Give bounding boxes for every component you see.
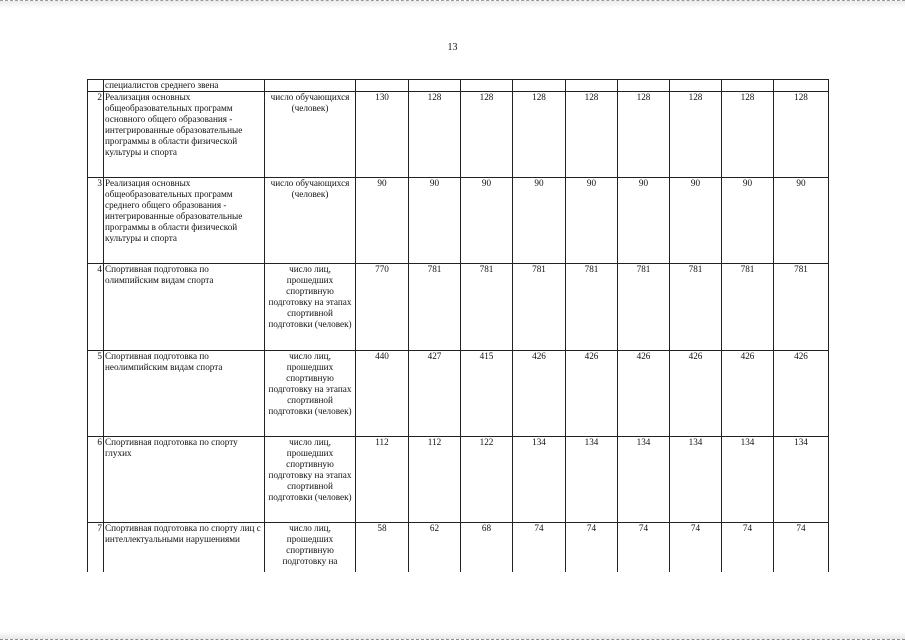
- table-row: [88, 264, 829, 351]
- row-value-cell: 74: [618, 523, 670, 572]
- row-value-cell: 770: [356, 264, 409, 351]
- row-name-cell: Спортивная подготовка по неолимпийским видам спорта: [104, 351, 265, 437]
- row-name-cell: Спортивная подготовка по спорту глухих: [104, 437, 265, 523]
- row-value-cell: 90: [618, 178, 670, 264]
- row-value-cell: 128: [670, 92, 722, 178]
- row-value-cell: 112: [409, 437, 461, 523]
- row-value-cell: 134: [513, 437, 566, 523]
- row-name-cell: специалистов среднего звена: [104, 80, 265, 92]
- table-row-continued: [88, 80, 829, 92]
- row-value-cell: 90: [356, 178, 409, 264]
- row-value-cell: 90: [513, 178, 566, 264]
- row-value-cell: 426: [618, 351, 670, 437]
- scan-edge-top: [0, 0, 905, 8]
- row-value-cell: 128: [722, 92, 774, 178]
- row-value-cell: 74: [513, 523, 566, 572]
- row-number-cell: 6: [88, 437, 104, 523]
- row-number-cell: 3: [88, 178, 104, 264]
- row-value-cell: 440: [356, 351, 409, 437]
- row-unit-cell: число обучающихся (человек): [265, 178, 356, 264]
- row-unit-cell: число обучающихся (человек): [265, 92, 356, 178]
- table-row: [88, 178, 829, 264]
- scan-edge-bottom: [0, 631, 905, 640]
- row-number-cell: 7: [88, 523, 104, 572]
- row-value-cell: 781: [513, 264, 566, 351]
- row-value-cell: 128: [566, 92, 618, 178]
- row-value-cell: 90: [409, 178, 461, 264]
- row-value-cell: 90: [461, 178, 513, 264]
- row-unit-cell: число лиц, прошедших спортивную подготовку на этапах спортивной подготовки (человек): [265, 351, 356, 437]
- row-value-cell: 426: [722, 351, 774, 437]
- empty-cell: [513, 80, 566, 92]
- row-value-cell: 68: [461, 523, 513, 572]
- row-value-cell: 781: [722, 264, 774, 351]
- row-value-cell: 62: [409, 523, 461, 572]
- row-value-cell: 74: [670, 523, 722, 572]
- row-unit-cell: число лиц, прошедших спортивную подготовку на этапах спортивной подготовки (человек): [265, 264, 356, 351]
- row-value-cell: 781: [670, 264, 722, 351]
- empty-cell: [461, 80, 513, 92]
- row-value-cell: 426: [774, 351, 829, 437]
- row-value-cell: 415: [461, 351, 513, 437]
- row-value-cell: 134: [774, 437, 829, 523]
- row-value-cell: 122: [461, 437, 513, 523]
- row-value-cell: 130: [356, 92, 409, 178]
- row-value-cell: 781: [774, 264, 829, 351]
- page-number: 13: [447, 42, 458, 53]
- table-body: [88, 80, 829, 572]
- row-unit-cell: число лиц, прошедших спортивную подготовку на этапах спортивной подготовки (человек): [265, 437, 356, 523]
- row-value-cell: 781: [566, 264, 618, 351]
- row-number-cell: [88, 80, 104, 92]
- row-value-cell: 90: [566, 178, 618, 264]
- row-value-cell: 58: [356, 523, 409, 572]
- empty-cell: [722, 80, 774, 92]
- row-value-cell: 426: [566, 351, 618, 437]
- empty-cell: [409, 80, 461, 92]
- row-value-cell: 128: [461, 92, 513, 178]
- row-value-cell: 426: [670, 351, 722, 437]
- row-number-cell: 2: [88, 92, 104, 178]
- table-row: [88, 523, 829, 572]
- row-number-cell: 5: [88, 351, 104, 437]
- row-value-cell: 128: [513, 92, 566, 178]
- empty-cell: [566, 80, 618, 92]
- row-value-cell: 781: [409, 264, 461, 351]
- row-value-cell: 134: [566, 437, 618, 523]
- row-value-cell: 90: [670, 178, 722, 264]
- row-value-cell: 426: [513, 351, 566, 437]
- row-unit-cell: число лиц, прошедших спортивную подготовку на: [265, 523, 356, 572]
- empty-cell: [670, 80, 722, 92]
- empty-cell: [618, 80, 670, 92]
- empty-cell: [265, 80, 356, 92]
- row-value-cell: 90: [722, 178, 774, 264]
- row-value-cell: 74: [722, 523, 774, 572]
- row-value-cell: 134: [670, 437, 722, 523]
- row-name-cell: Реализация основных общеобразовательных программ основного общего образования - интегрированные образовательные программы в области физической культуры и спорта: [104, 92, 265, 178]
- row-value-cell: 74: [566, 523, 618, 572]
- row-value-cell: 128: [409, 92, 461, 178]
- row-value-cell: 427: [409, 351, 461, 437]
- row-value-cell: 128: [774, 92, 829, 178]
- row-value-cell: 90: [774, 178, 829, 264]
- table-row: [88, 437, 829, 523]
- row-value-cell: 112: [356, 437, 409, 523]
- row-value-cell: 134: [722, 437, 774, 523]
- row-name-cell: Спортивная подготовка по олимпийским видам спорта: [104, 264, 265, 351]
- row-name-cell: Реализация основных общеобразовательных программ среднего общего образования - интегрированные образовательные программы в области физической культуры и спорта: [104, 178, 265, 264]
- row-value-cell: 781: [461, 264, 513, 351]
- row-number-cell: 4: [88, 264, 104, 351]
- table-row: [88, 92, 829, 178]
- row-value-cell: 128: [618, 92, 670, 178]
- data-table: [87, 79, 829, 572]
- table-row: [88, 351, 829, 437]
- empty-cell: [774, 80, 829, 92]
- row-value-cell: 134: [618, 437, 670, 523]
- empty-cell: [356, 80, 409, 92]
- row-name-cell: Спортивная подготовка по спорту лиц с интеллектуальными нарушениями: [104, 523, 265, 572]
- row-value-cell: 781: [618, 264, 670, 351]
- row-value-cell: 74: [774, 523, 829, 572]
